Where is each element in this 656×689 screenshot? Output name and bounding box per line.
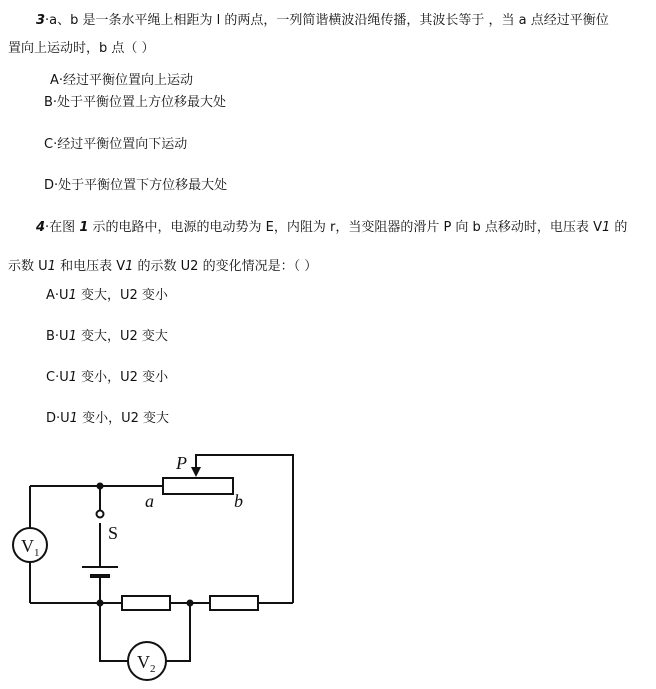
q4-v1-sub: 1 — [601, 220, 611, 235]
label-s: S — [108, 523, 119, 543]
q4-line2-b: 和电压表 V — [55, 259, 126, 274]
q4-option-c-rest: 变小，U2 变小 — [77, 370, 169, 385]
q4-option-d-rest: 变小，U2 变大 — [77, 411, 170, 426]
q4-stem-b: 示的电路中，电源的电动势为 E，内阻为 r，当变阻器的滑片 P 向 b 点移动时，电压表 V — [88, 220, 602, 235]
junction-bottom-left — [97, 600, 104, 607]
q4-stem-line2 — [8, 258, 317, 276]
q4-stem-line1 — [36, 219, 627, 237]
q4-option-a-rest: 变大，U2 变小 — [76, 288, 168, 303]
q3-option-d: D·处于平衡位置下方位移最大处 — [44, 178, 228, 193]
slider-arrow — [191, 467, 201, 477]
q4-option-c-prefix: C·U — [46, 370, 69, 385]
label-p: P — [176, 453, 187, 473]
q4-option-d — [46, 410, 169, 428]
q4-line2-a: 示数 U — [8, 259, 48, 274]
q4-option-a-prefix: A·U — [46, 288, 69, 303]
v2-label-main: V — [137, 652, 150, 672]
q4-stem-a: ·在图 — [45, 220, 80, 235]
v1-label-sub: 1 — [34, 547, 40, 559]
v1-label-main: V — [21, 536, 34, 556]
q4-option-c — [46, 369, 168, 387]
wire-v2-left — [100, 603, 128, 661]
q4-number: 4 — [36, 220, 46, 235]
v2-label — [137, 652, 156, 675]
q4-stem-c: 的 — [610, 220, 628, 235]
q3-option-a: A·经过平衡位置向上运动 — [50, 73, 194, 88]
q3-stem-line1 — [36, 12, 609, 30]
q3-stem-text: ·a、b 是一条水平绳上相距为 l 的两点，一列简谐横波沿绳传播，其波长等于 ，当 a 点经过平衡位 — [45, 13, 609, 28]
label-b: b — [234, 491, 243, 511]
q4-option-c-sub: 1 — [68, 370, 78, 385]
switch-contact — [97, 511, 104, 518]
q4-option-d-prefix: D·U — [46, 411, 70, 426]
q4-option-b-prefix: B·U — [46, 329, 69, 344]
wire-v2-right — [166, 603, 190, 661]
v2-label-sub: 2 — [150, 663, 156, 675]
junction-top — [97, 483, 104, 490]
label-a: a — [145, 491, 154, 511]
q4-line2-sub1: 1 — [47, 259, 56, 274]
q3-stem-line2: 置向上运动时，b 点（ ） — [8, 41, 155, 56]
q4-option-a — [46, 287, 168, 305]
q4-line2-sub2: 1 — [125, 259, 134, 274]
q3-number: 3 — [36, 13, 46, 28]
q4-option-b-rest: 变大，U2 变大 — [76, 329, 168, 344]
q4-option-a-sub: 1 — [68, 288, 77, 303]
resistor-1 — [122, 596, 170, 610]
junction-bottom-mid — [187, 600, 194, 607]
q4-line2-c: 的示数 U2 的变化情况是：（ ） — [133, 259, 318, 274]
q3-option-b: B·处于平衡位置上方位移最大处 — [44, 95, 227, 110]
rheostat — [163, 478, 233, 494]
q4-option-d-sub: 1 — [69, 411, 78, 426]
q4-option-b-sub: 1 — [68, 329, 77, 344]
v1-label — [21, 536, 40, 559]
q4-option-b — [46, 328, 168, 346]
resistor-2 — [210, 596, 258, 610]
q4-figure-number: 1 — [79, 220, 89, 235]
q3-option-c: C·经过平衡位置向下运动 — [44, 137, 188, 152]
circuit-diagram — [0, 445, 320, 689]
